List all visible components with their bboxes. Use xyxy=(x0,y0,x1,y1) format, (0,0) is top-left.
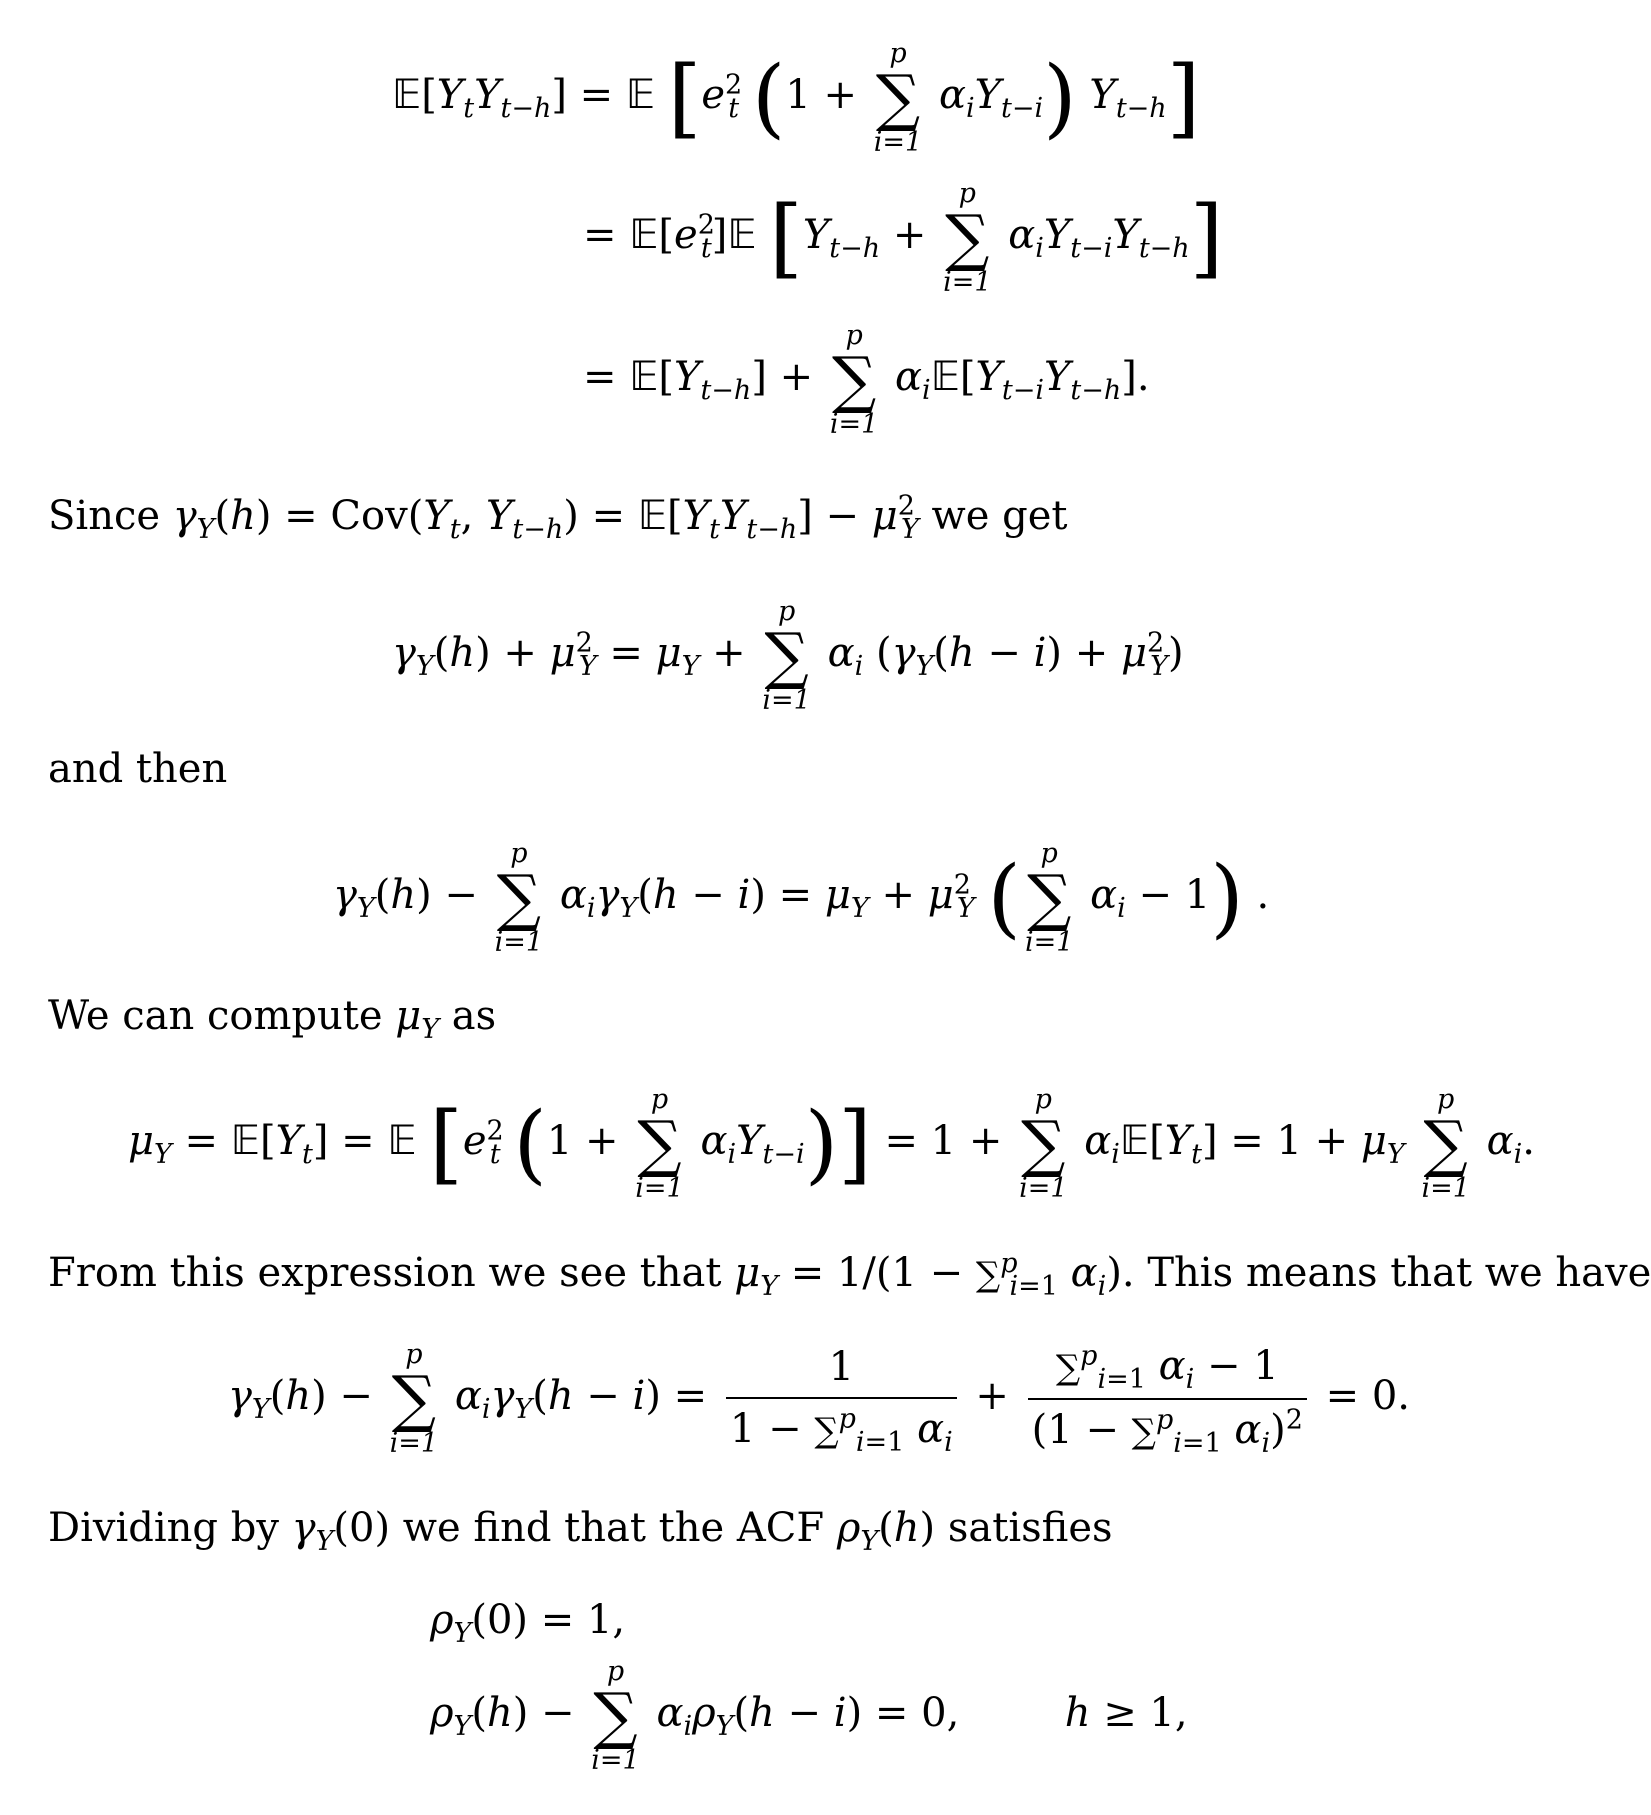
equation-expectation-line2: = $𝔼[e^2_t]𝔼$ [$Y_{t-h}$ + p ∑ i=1 $\alpha_iY_{t-i}Y_{t-h}$] xyxy=(583,178,1224,298)
text-we-get: we get xyxy=(931,493,1068,539)
text-as: as xyxy=(451,993,497,1039)
equation-gamma-recursion: $\gamma_Y(h)$ − p ∑ i=1 $\alpha_i\gamma_Y(h - i) = \mu_Y + \mu^2_Y$ ( p ∑ i=1 $\alpha_i - 1$) . xyxy=(333,838,1270,958)
text-since: Since xyxy=(48,493,161,539)
equation-rho-zero: $\rho_Y(0) = 1$, xyxy=(430,1597,626,1649)
paragraph-dividing: Dividing by $\gamma_Y(0)$ we find that the ACF $\rho_Y(h)$ satisfies xyxy=(48,1505,1113,1557)
paragraph-since: Since $\gamma_Y(h) = Cov(Y_t$, $Y_{t-h}$) = $𝔼[Y_tY_{t-h}] - \mu^2_Y$ we get xyxy=(48,490,1068,545)
paragraph-and-then xyxy=(48,745,227,793)
equation-gamma-mu: $\gamma_Y(h) + \mu^2_Y = \mu_Y$ + p ∑ i=1 $\alpha_i$ $(\gamma_Y(h - i) + \mu^2_Y)$ xyxy=(392,596,1184,716)
equation-mu-y: $\mu_Y$ = $𝔼[Y_t]$ = 𝔼 [$e^2_t$ (1 + p ∑ i=1 $\alpha_iY_{t-i})] = 1$ + p ∑ i=1 $\alpha_i𝔼[Y_t] = 1 + \mu_Y$ p ∑ i=1 $\alpha_i$. xyxy=(128,1084,1535,1204)
text-dividing-by: Dividing by xyxy=(48,1505,279,1551)
text-we-can-compute: We can compute xyxy=(48,993,383,1039)
text-we-find: we find that the ACF xyxy=(402,1505,825,1551)
text-satisfies: satisfies xyxy=(947,1505,1113,1551)
equation-expectation-line3: = $𝔼[Y_{t-h}]$ + p ∑ i=1 $\alpha_i𝔼[Y_{t-i}Y_{t-h}]$. xyxy=(583,320,1150,440)
paragraph-we-can-compute: We can compute $\mu_Y$ as xyxy=(48,993,497,1045)
paragraph-from-this: From this expression we see that $\mu_Y = 1/(1 - \sum^p_{i=1}$ $\alpha_i$). This means that we have xyxy=(48,1247,1651,1302)
text-from-this: From this expression we see that xyxy=(48,1250,722,1296)
equation-rho-recursion: $\rho_Y(h)$ − p ∑ i=1 $\alpha_i\rho_Y(h - i) = 0$, h ≥ 1, xyxy=(430,1656,1188,1776)
equation-gamma-zero: $\gamma_Y(h)$ − p ∑ i=1 $\alpha_i\gamma_Y(h - i)$ = $\frac{1}{1 - \sum^p_{i=1} \alpha_i}$ + $\frac{\sum^p_{i=1} \alpha_i - 1}{(1 - \sum^p_{i=1} \alpha_i)^2}$ = 0. xyxy=(228,1339,1410,1459)
equation-expectation-line1: $𝔼[Y_tY_{t-h}]$ = 𝔼 [$e^2_t$ (1 + p ∑ i=1 $\alpha_iY_{t-i}$) $Y_{t-h}$] xyxy=(392,38,1201,158)
text-this-means: . This means that we have xyxy=(1121,1250,1651,1296)
text-and-then: and then xyxy=(48,746,228,792)
